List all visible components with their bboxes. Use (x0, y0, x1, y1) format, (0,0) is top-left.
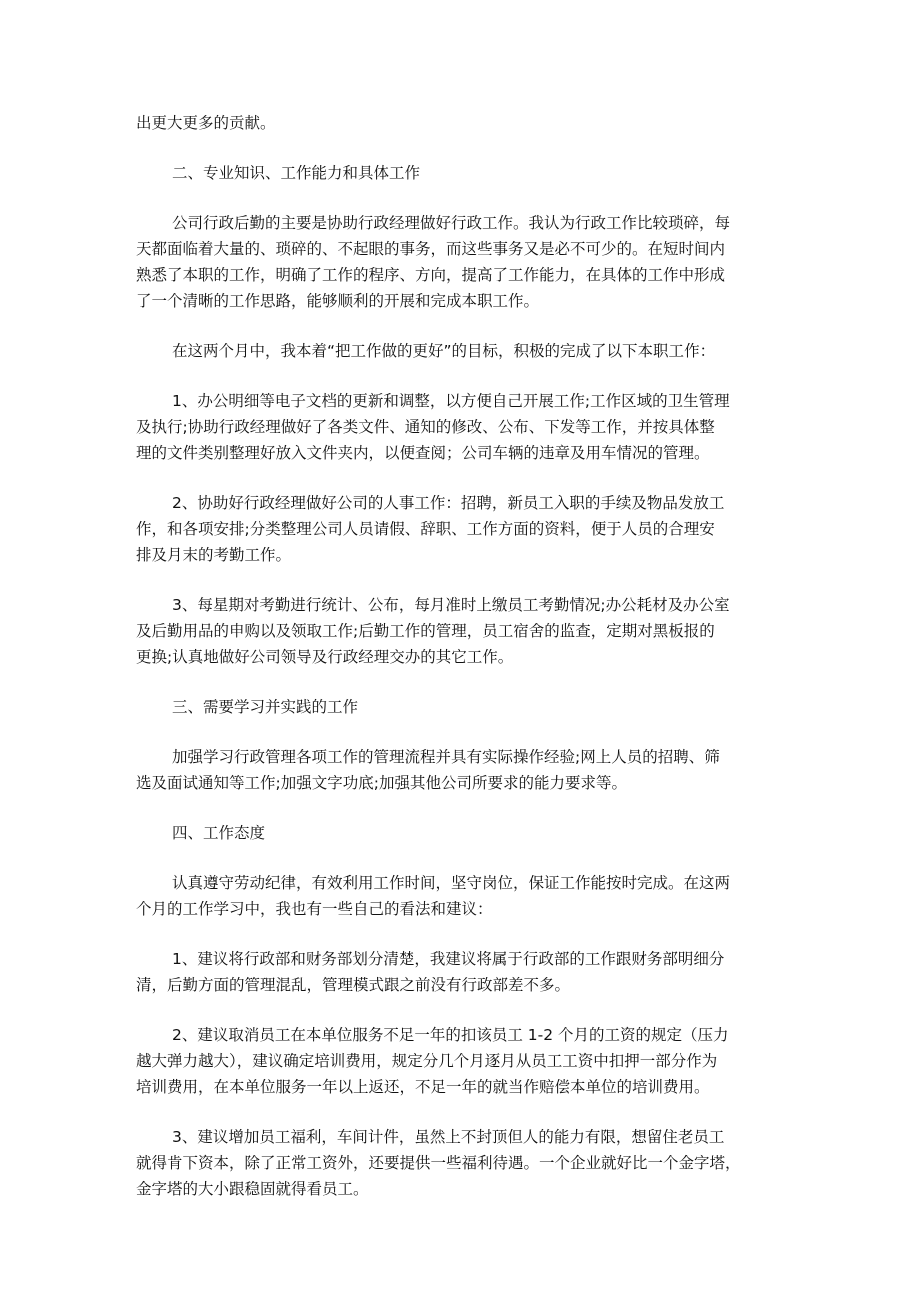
paragraph (136, 1124, 792, 1202)
text-line: 更换;认真地做好公司领导及行政经理交办的其它工作。 (136, 648, 514, 666)
text-line: 公司行政后勤的主要是协助行政经理做好行政工作。我认为行政工作比较琐碎，每 (172, 214, 731, 232)
paragraph (136, 490, 792, 568)
text-line: 作，和各项安排;分类整理公司人员请假、辞职、工作方面的资料，便于人员的合理安 (136, 520, 715, 538)
text-line: 培训费用，在本单位服务一年以上返还，不足一年的就当作赔偿本单位的培训费用。 (136, 1078, 710, 1096)
text-line: 及后勤用品的申购以及领取工作;后勤工作的管理，员工宿舍的监查，定期对黑板报的 (136, 622, 715, 640)
text-line: 四、工作态度 (172, 824, 266, 842)
text-line: 1、建议将行政部和财务部划分清楚，我建议将属于行政部的工作跟财务部明细分 (172, 950, 725, 968)
text-line: 金字塔的大小跟稳固就得看员工。 (136, 1180, 369, 1198)
paragraph (136, 210, 792, 314)
text-line: 天都面临着大量的、琐碎的、不起眼的事务，而这些事务又是必不可少的。在短时间内 (136, 240, 726, 258)
text-line: 及执行;协助行政经理做好了各类文件、通知的修改、公布、下发等工作，并按具体整 (136, 418, 715, 436)
paragraph (136, 1022, 792, 1100)
section-heading (136, 160, 792, 186)
text-line: 3、建议增加员工福利，车间计件，虽然上不封顶但人的能力有限，想留住老员工 (172, 1128, 725, 1146)
section-heading (136, 820, 792, 846)
text-line: 了一个清晰的工作思路，能够顺利的开展和完成本职工作。 (136, 292, 540, 310)
section-heading (136, 694, 792, 720)
paragraph (136, 744, 792, 796)
text-line: 越大弹力越大），建议确定培训费用，规定分几个月逐月从员工工资中扣押一部分作为 (136, 1052, 718, 1070)
text-line: 2、协助好行政经理做好公司的人事工作：招聘，新员工入职的手续及物品发放工 (172, 494, 725, 512)
text-line: 排及月末的考勤工作。 (136, 546, 292, 564)
paragraph (136, 592, 792, 670)
paragraph (136, 338, 792, 364)
text-line: 就得肯下资本，除了正常工资外，还要提供一些福利待遇。一个企业就好比一个金字塔， (136, 1154, 741, 1172)
text-line: 2、建议取消员工在本单位服务不足一年的扣该员工 1-2 个月的工资的规定（压力 (172, 1026, 729, 1044)
text-line: 加强学习行政管理各项工作的管理流程并具有实际操作经验;网上人员的招聘、筛 (172, 748, 720, 766)
text-line: 二、专业知识、工作能力和具体工作 (172, 164, 421, 182)
text-line: 出更大更多的贡献。 (136, 114, 276, 132)
text-line: 清，后勤方面的管理混乱，管理模式跟之前没有行政部差不多。 (136, 976, 571, 994)
paragraph (136, 870, 792, 922)
text-line: 在这两个月中，我本着“把工作做的更好”的目标，积极的完成了以下本职工作： (172, 342, 716, 360)
text-line: 1、办公明细等电子文档的更新和调整，以方便自己开展工作;工作区域的卫生管理 (172, 392, 730, 410)
text-line: 个月的工作学习中，我也有一些自己的看法和建议： (136, 900, 493, 918)
text-line: 理的文件类别整理好放入文件夹内，以便查阅；公司车辆的违章及用车情况的管理。 (136, 444, 710, 462)
paragraph (136, 946, 792, 998)
text-line: 选及面试通知等工作;加强文字功底;加强其他公司所要求的能力要求等。 (136, 774, 627, 792)
document-body (136, 110, 792, 1226)
text-line: 认真遵守劳动纪律，有效利用工作时间，坚守岗位，保证工作能按时完成。在这两 (172, 874, 731, 892)
text-line: 三、需要学习并实践的工作 (172, 698, 359, 716)
text-line: 3、每星期对考勤进行统计、公布，每月准时上缴员工考勤情况;办公耗材及办公室 (172, 596, 730, 614)
continued-text (136, 110, 792, 136)
text-line: 熟悉了本职的工作，明确了工作的程序、方向，提高了工作能力，在具体的工作中形成 (136, 266, 726, 284)
paragraph (136, 388, 792, 466)
